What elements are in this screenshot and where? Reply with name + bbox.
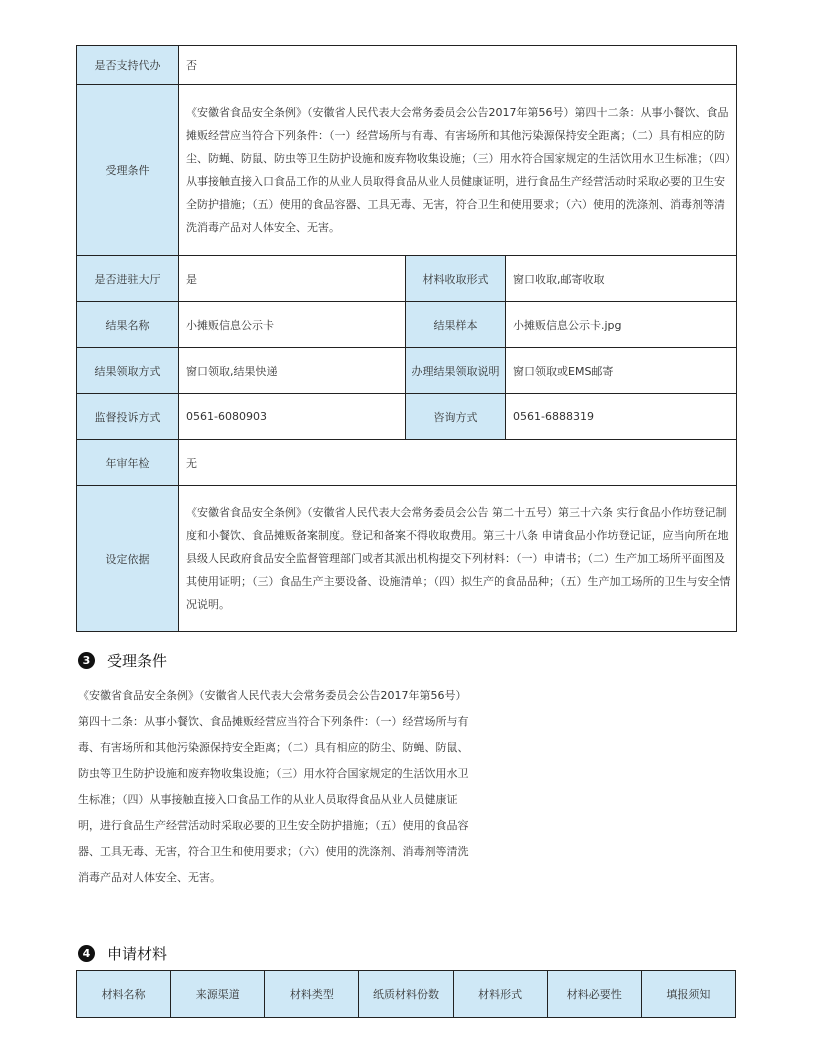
annual-value: 无 bbox=[179, 440, 737, 486]
result-name-label: 结果名称 bbox=[77, 302, 179, 348]
column-header-material-name: 材料名称 bbox=[77, 971, 171, 1018]
table-row bbox=[77, 486, 737, 632]
conditions-paragraph: 《安徽省食品安全条例》（安徽省人民代表大会常务委员会公告2017年第56号）第四十二条：从事小餐饮、食品摊贩经营应当符合下列条件：（一）经营场所与有毒、有害场所和其他污染源保持安全距离；（二）具有相应的防尘、防蝇、防鼠、防虫等卫生防护设施和废弃物收集设施；（三）用水符合国家规定的生活饮用水卫生标准；（四）从事接触直接入口食品工作的从业人员取得食品从业人员健康证明，进行食品生产经营活动时采取必要的卫生安全防护措施；（五）使用的食品容器、工具无毒、无害，符合卫生和使用要求；（六）使用的洗涤剂、消毒剂等清洗消毒产品对人体安全、无害。 bbox=[78, 689, 469, 884]
section-4-heading bbox=[78, 943, 167, 964]
section-number-badge: 3 bbox=[78, 652, 95, 669]
column-header-material-form: 材料形式 bbox=[453, 971, 547, 1018]
conditions-value: 《安徽省食品安全条例》（安徽省人民代表大会常务委员会公告2017年第56号）第四十二条：从事小餐饮、食品摊贩经营应当符合下列条件：（一）经营场所与有毒、有害场所和其他污染源保持安全距离；（二）具有相应的防尘、防蝇、防鼠、防虫等卫生防护设施和废弃物收集设施；（三）用水符合国家规定的生活饮用水卫生标准；（四）从事接触直接入口食品工作的从业人员取得食品从业人员健康证明，进行食品生产经营活动时采取必要的卫生安全防护措施；（五）使用的食品容器、工具无毒、无害，符合卫生和使用要求；（六）使用的洗涤剂、消毒剂等清洗消毒产品对人体安全、无害。 bbox=[179, 85, 737, 256]
result-pickup-note-label: 办理结果领取说明 bbox=[406, 348, 506, 394]
table-row bbox=[77, 440, 737, 486]
section-title: 受理条件 bbox=[107, 652, 168, 670]
column-header-instructions: 填报须知 bbox=[641, 971, 735, 1018]
table-row bbox=[77, 256, 737, 302]
conditions-label: 受理条件 bbox=[77, 85, 179, 256]
service-info-table bbox=[76, 45, 737, 632]
table-row bbox=[77, 348, 737, 394]
basis-label: 设定依据 bbox=[77, 486, 179, 632]
section-number-badge: 4 bbox=[78, 945, 95, 962]
column-header-paper-copies: 纸质材料份数 bbox=[359, 971, 453, 1018]
hall-value: 是 bbox=[179, 256, 406, 302]
column-header-material-type: 材料类型 bbox=[265, 971, 359, 1018]
consult-label: 咨询方式 bbox=[406, 394, 506, 440]
material-form-label: 材料收取形式 bbox=[406, 256, 506, 302]
result-name-value: 小摊贩信息公示卡 bbox=[179, 302, 406, 348]
column-header-source: 来源渠道 bbox=[171, 971, 265, 1018]
result-pickup-value: 窗口领取,结果快递 bbox=[179, 348, 406, 394]
table-row bbox=[77, 394, 737, 440]
section-3-heading bbox=[78, 650, 167, 671]
consult-value: 0561-6888319 bbox=[506, 394, 737, 440]
basis-value: 《安徽省食品安全条例》（安徽省人民代表大会常务委员会公告 第二十五号）第三十六条 实行食品小作坊登记制度和小餐饮、食品摊贩备案制度。登记和备案不得收取费用。第三十八条 申请食品小作坊登记证，应当向所在地县级人民政府食品安全监督管理部门或者其派出机构提交下列材料：（一）申请书；（二）生产加工场所平面图及其使用证明；（三）食品生产主要设备、设施清单；（四）拟生产的食品品种；（五）生产加工场所的卫生与安全情况说明。 bbox=[179, 486, 737, 632]
table-row bbox=[77, 46, 737, 85]
complaint-value: 0561-6080903 bbox=[179, 394, 406, 440]
table-row bbox=[77, 302, 737, 348]
table-header-row bbox=[77, 971, 736, 1018]
hall-label: 是否进驻大厅 bbox=[77, 256, 179, 302]
result-pickup-label: 结果领取方式 bbox=[77, 348, 179, 394]
section-title: 申请材料 bbox=[107, 945, 168, 963]
annual-label: 年审年检 bbox=[77, 440, 179, 486]
result-sample-link[interactable]: 小摊贩信息公示卡.jpg bbox=[506, 302, 737, 348]
complaint-label: 监督投诉方式 bbox=[77, 394, 179, 440]
material-form-value: 窗口收取,邮寄收取 bbox=[506, 256, 737, 302]
proxy-value: 否 bbox=[179, 46, 737, 85]
column-header-necessity: 材料必要性 bbox=[547, 971, 641, 1018]
result-sample-label: 结果样本 bbox=[406, 302, 506, 348]
proxy-label: 是否支持代办 bbox=[77, 46, 179, 85]
materials-table bbox=[76, 970, 736, 1018]
result-pickup-note-value: 窗口领取或EMS邮寄 bbox=[506, 348, 737, 394]
table-row bbox=[77, 85, 737, 256]
